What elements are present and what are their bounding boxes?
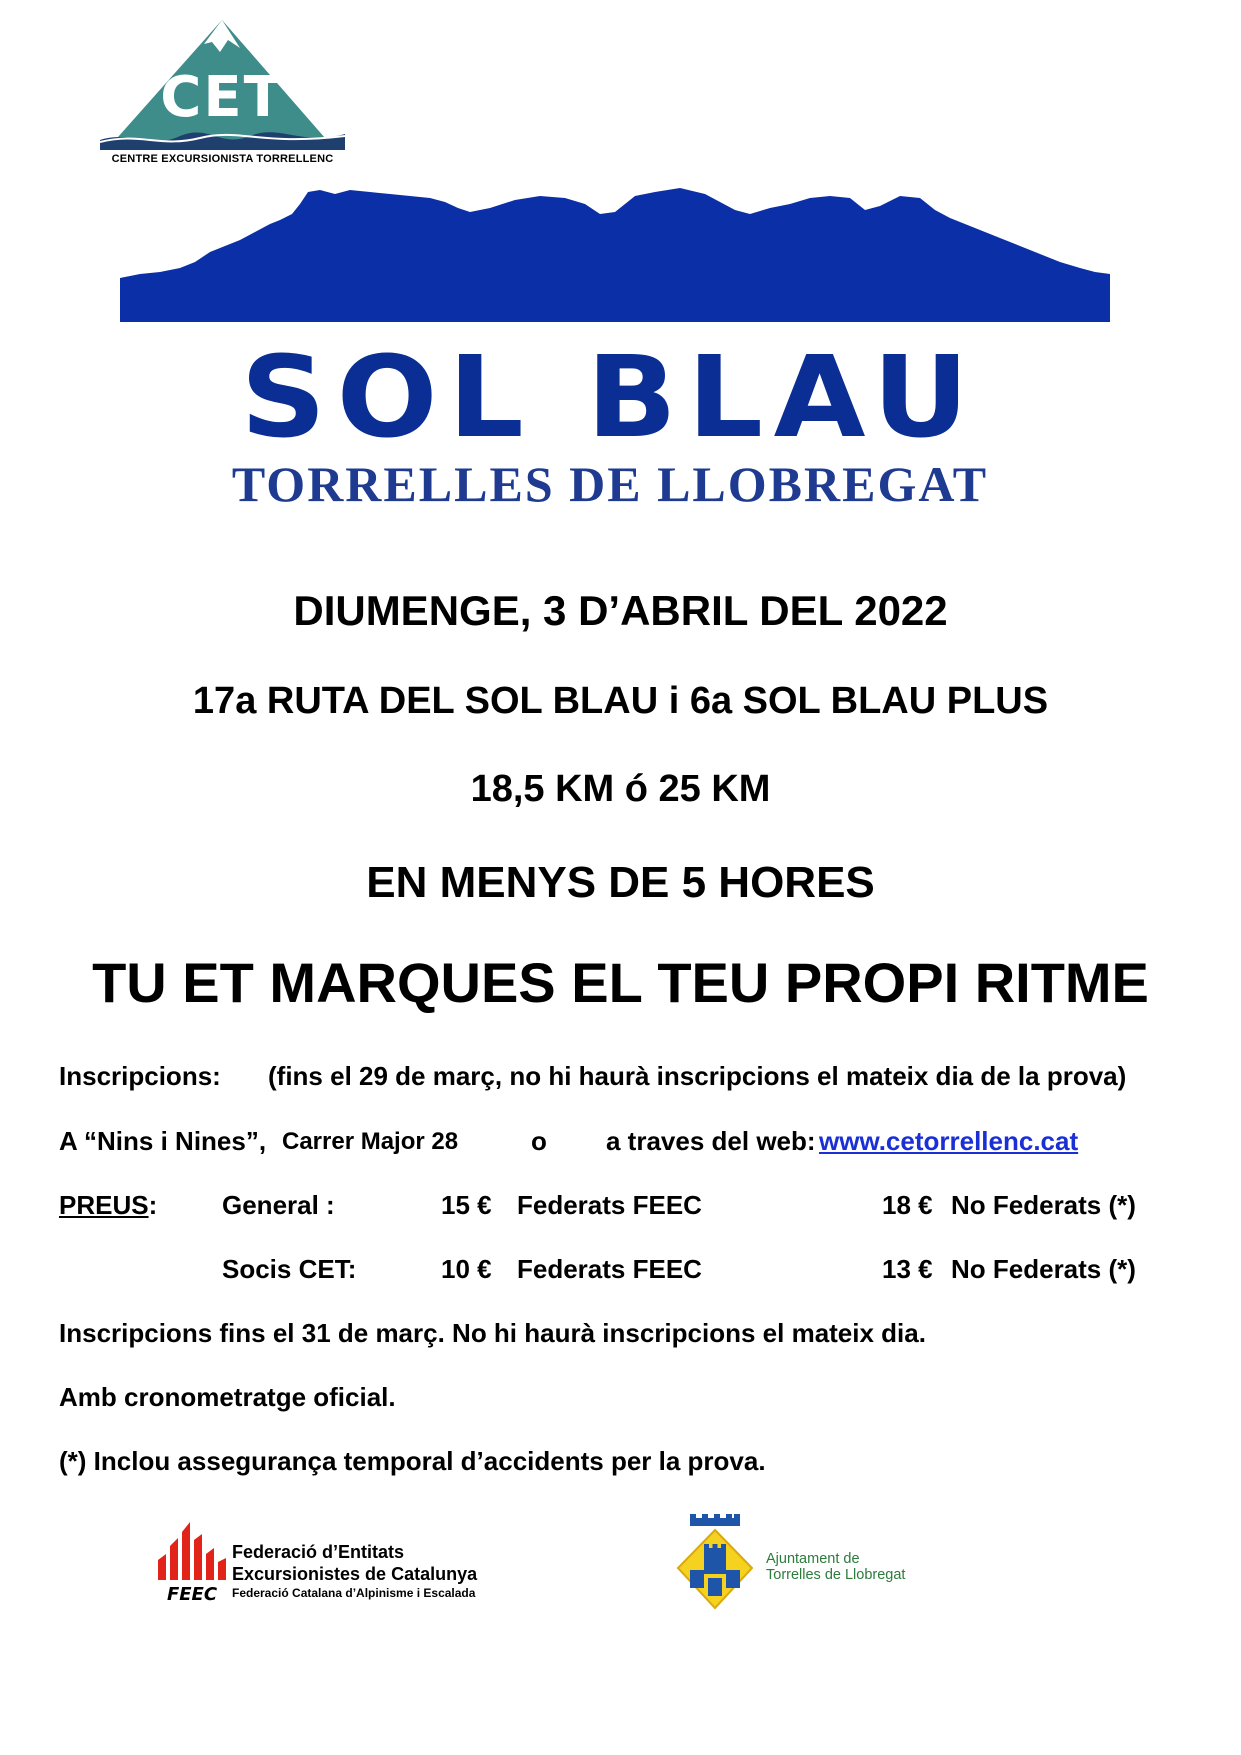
ajuntament-line-2: Torrelles de Llobregat <box>766 1567 906 1583</box>
price-row-nofed-price: 18 € <box>882 1190 933 1220</box>
price-row-fed-label: Federats FEEC <box>517 1190 702 1220</box>
price-row-category: General : <box>222 1190 335 1220</box>
price-row-fed-price: 10 € <box>441 1254 492 1284</box>
ajuntament-name <box>766 1551 905 1583</box>
registration-label: Inscripcions: <box>59 1061 221 1091</box>
prices-label <box>59 1190 157 1221</box>
event-time-limit: EN MENYS DE 5 HORES <box>366 858 875 907</box>
prices-label-colon: : <box>148 1190 158 1220</box>
price-row-fed-label: Federats FEEC <box>517 1254 702 1284</box>
price-row-category: Socis CET: <box>222 1254 357 1284</box>
event-distance: 18,5 KM ó 25 KM <box>470 768 771 810</box>
feec-logo-icon <box>152 1520 232 1602</box>
feec-line-2: Excursionistes de Catalunya <box>232 1564 478 1584</box>
registration-place: A “Nins i Nines”, <box>59 1126 267 1156</box>
event-location: TORRELLES DE LLOBREGAT <box>231 456 989 512</box>
registration-address: Carrer Major 28 <box>282 1128 459 1155</box>
timing-note: Amb cronometratge oficial. <box>59 1382 396 1412</box>
registration-web-prefix: a traves del web: <box>606 1126 816 1156</box>
registration-note: (fins el 29 de març, no hi haurà inscripcions el mateix dia de la prova) <box>268 1061 1127 1091</box>
event-route: 17a RUTA DEL SOL BLAU i 6a SOL BLAU PLUS <box>192 680 1049 722</box>
cet-logo-letters: CET <box>160 65 284 130</box>
feec-line-1: Federació d’Entitats <box>232 1542 405 1562</box>
event-date: DIUMENGE, 3 D’ABRIL DEL 2022 <box>293 587 948 634</box>
feec-line-3: Federació Catalana d’Alpinisme i Escalada <box>232 1586 476 1600</box>
deadline-note: Inscripcions fins el 31 de març. No hi haurà inscripcions el mateix dia. <box>59 1318 926 1348</box>
feec-name <box>232 1541 477 1601</box>
insurance-note: (*) Inclou assegurança temporal d’accidents per la prova. <box>59 1446 766 1476</box>
ajuntament-shield-icon <box>676 1512 754 1612</box>
price-row-nofed-label: No Federats (*) <box>951 1190 1136 1220</box>
event-slogan: TU ET MARQUES EL TEU PROPI RITME <box>92 951 1149 1014</box>
cet-caption: CENTRE EXCURSIONISTA TORRELLENC <box>111 153 334 165</box>
website-link[interactable]: www.cetorrellenc.cat <box>819 1126 1079 1156</box>
registration-or: o <box>531 1126 547 1156</box>
price-row-nofed-label: No Federats (*) <box>951 1254 1136 1284</box>
feec-short-label: FEEC <box>166 1584 218 1602</box>
price-row-fed-price: 15 € <box>441 1190 492 1220</box>
prices-label-text: PREUS <box>59 1190 149 1220</box>
event-title: SOL BLAU <box>240 333 980 463</box>
mountain-silhouette <box>120 188 1110 322</box>
ajuntament-line-1: Ajuntament de <box>766 1551 860 1567</box>
price-row-nofed-price: 13 € <box>882 1254 933 1284</box>
cet-logo <box>100 18 345 168</box>
